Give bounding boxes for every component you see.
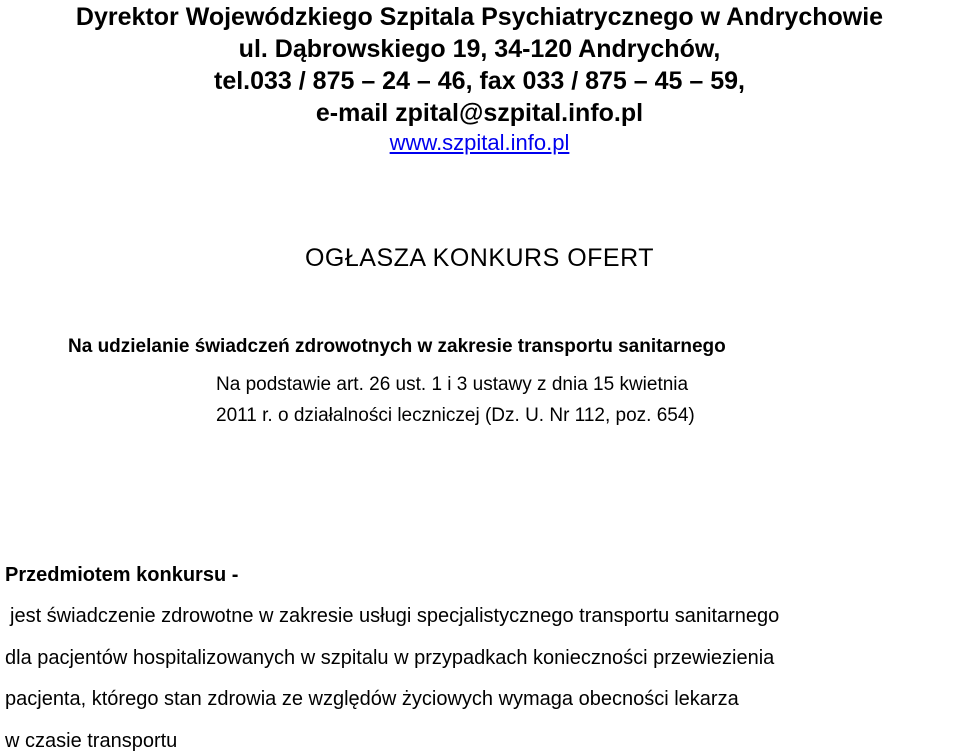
header-institution: Dyrektor Wojewódzkiego Szpitala Psychiatrycznego w Andrychowie [75, 3, 884, 31]
legal-basis-line-1: Na podstawie art. 26 ust. 1 i 3 ustawy z dnia 15 kwietnia [216, 374, 689, 395]
announcement-title: OGŁASZA KONKURS OFERT [304, 244, 654, 272]
subject-text-line-1: jest świadczenie zdrowotne w zakresie usługi specjalistycznego transportu sanitarnego [10, 605, 780, 627]
announcement-subject: Na udzielanie świadczeń zdrowotnych w zakresie transportu sanitarnego [68, 336, 726, 357]
header-email: e-mail zpital@szpital.info.pl [315, 99, 644, 127]
subject-text-line-2: dla pacjentów hospitalizowanych w szpitalu w przypadkach konieczności przewiezienia [5, 647, 775, 669]
website-link[interactable]: www.szpital.info.pl [389, 130, 570, 155]
header-address: ul. Dąbrowskiego 19, 34-120 Andrychów, [238, 35, 721, 63]
legal-basis-line-2: 2011 r. o działalności leczniczej (Dz. U. Nr 112, poz. 654) [216, 405, 695, 426]
header-phone-fax: tel.033 / 875 – 24 – 46, fax 033 / 875 – 45 – 59, [214, 67, 745, 95]
subject-heading: Przedmiotem konkursu - [5, 564, 239, 586]
subject-text-line-3: pacjenta, którego stan zdrowia ze względów życiowych wymaga obecności lekarza [5, 688, 739, 710]
subject-text-line-4: w czasie transportu [5, 730, 178, 752]
